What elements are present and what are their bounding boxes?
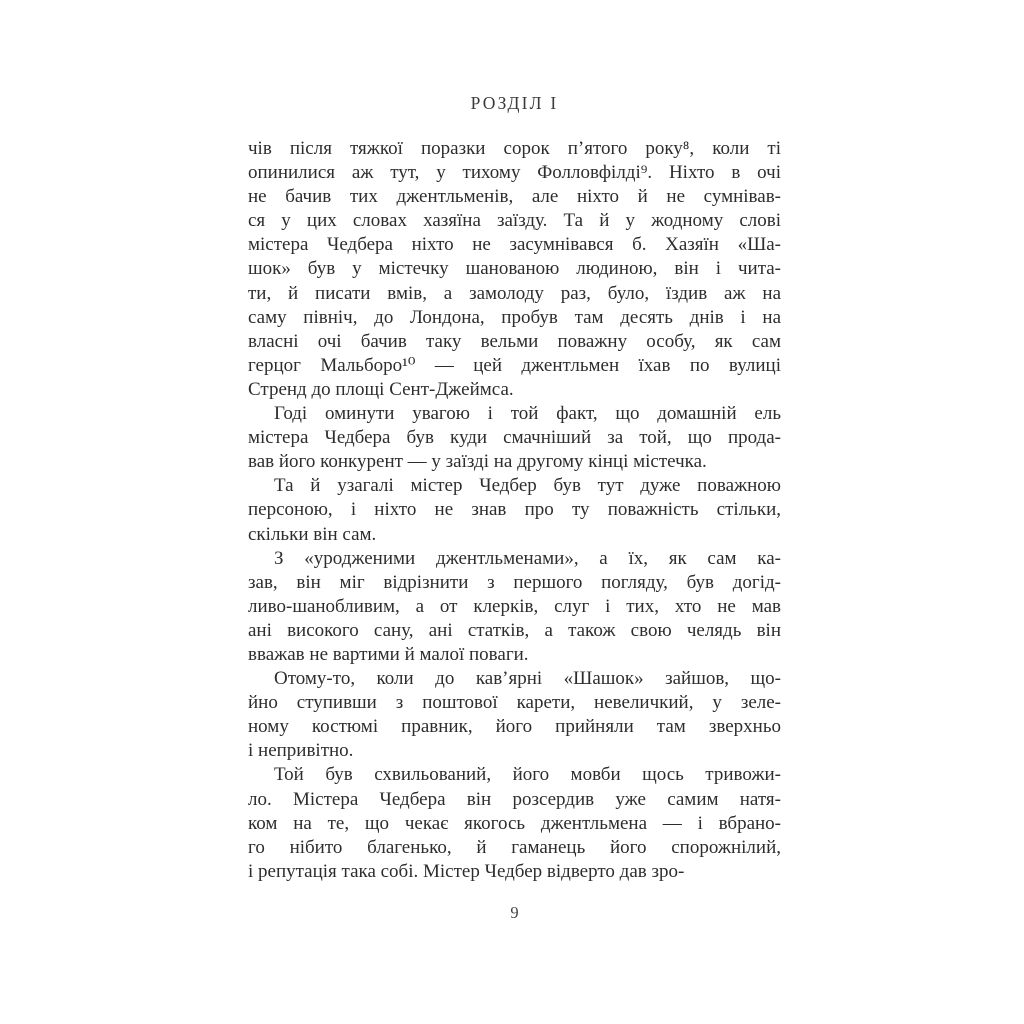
paragraph xyxy=(248,667,781,763)
text-line: і непривітно. xyxy=(248,740,354,762)
text-line: Та й узагалі містер Чедбер був тут дуже поважною xyxy=(274,475,781,497)
text-line: вважав не вартими й малої поваги. xyxy=(248,643,529,665)
text-line: ані високого сану, ані статків, а також свою челядь він xyxy=(248,619,781,641)
paragraph xyxy=(248,763,781,883)
text-line: ному костюмі правник, його прийняли там зверхньо xyxy=(248,716,781,738)
text-line: шок» був у містечку шанованою людиною, він і чита- xyxy=(248,258,781,280)
text-line: Стренд до площі Сент-Джеймса. xyxy=(248,378,514,400)
body-text xyxy=(248,137,781,884)
text-line: герцог Мальборо¹⁰ — цей джентльмен їхав по вулиці xyxy=(248,354,781,376)
text-line: го нібито благенько, й гаманець його спорожнілий, xyxy=(248,836,781,858)
text-line: ло. Містера Чедбера він розсердив уже самим натя- xyxy=(248,788,781,810)
text-line: Отому-то, коли до кав’ярні «Шашок» зайшов, що- xyxy=(274,668,781,690)
text-line: вав його конкурент — у заїзді на другому кінці містечка. xyxy=(248,451,707,473)
text-line: не бачив тих джентльменів, але ніхто й не сумнівав- xyxy=(248,186,781,208)
text-line: персоною, і ніхто не знав про ту поважність стільки, xyxy=(248,499,781,521)
text-line: йно ступивши з поштової карети, невеличкий, у зеле- xyxy=(248,692,781,714)
text-line: саму північ, до Лондона, пробув там десять днів і на xyxy=(248,306,781,328)
text-line: зав, він міг відрізнити з першого погляду, був догід- xyxy=(248,571,781,593)
text-line: ком на те, що чекає якогось джентльмена — і вбрано- xyxy=(248,812,781,834)
paragraph xyxy=(248,137,781,402)
chapter-heading: РОЗДІЛ I xyxy=(470,93,559,113)
text-line: власні очі бачив таку вельми поважну особу, як сам xyxy=(248,330,781,352)
text-line: З «уродженими джентльменами», а їх, як сам ка- xyxy=(274,547,781,569)
text-line: ти, й писати вмів, а замолоду раз, було, їздив аж на xyxy=(248,282,781,304)
paragraph xyxy=(248,547,781,667)
text-line: містера Чедбера був куди смачніший за той, що прода- xyxy=(248,427,781,449)
text-line: ся у цих словах хазяїна заїзду. Та й у жодному слові xyxy=(248,210,781,232)
page-number: 9 xyxy=(510,903,519,922)
text-line: скільки він сам. xyxy=(248,523,377,545)
text-line: чів після тяжкої поразки сорок п’ятого року⁸, коли ті xyxy=(248,138,781,159)
text-line: ливо-шанобливим, а от клерків, слуг і тих, хто не мав xyxy=(248,595,781,617)
text-line: і репутація така собі. Містер Чедбер відверто дав зро- xyxy=(248,860,685,882)
text-line: Годі оминути увагою і той факт, що домашній ель xyxy=(274,403,781,425)
paragraph xyxy=(248,402,781,474)
text-line: містера Чедбера ніхто не засумнівався б. Хазяїн «Ша- xyxy=(248,234,781,256)
text-line: Той був схвильований, його мовби щось тривожи- xyxy=(274,764,781,786)
paragraph xyxy=(248,474,781,546)
text-line: опинилися аж тут, у тихому Фолловфілді⁹. Ніхто в очі xyxy=(248,162,781,184)
